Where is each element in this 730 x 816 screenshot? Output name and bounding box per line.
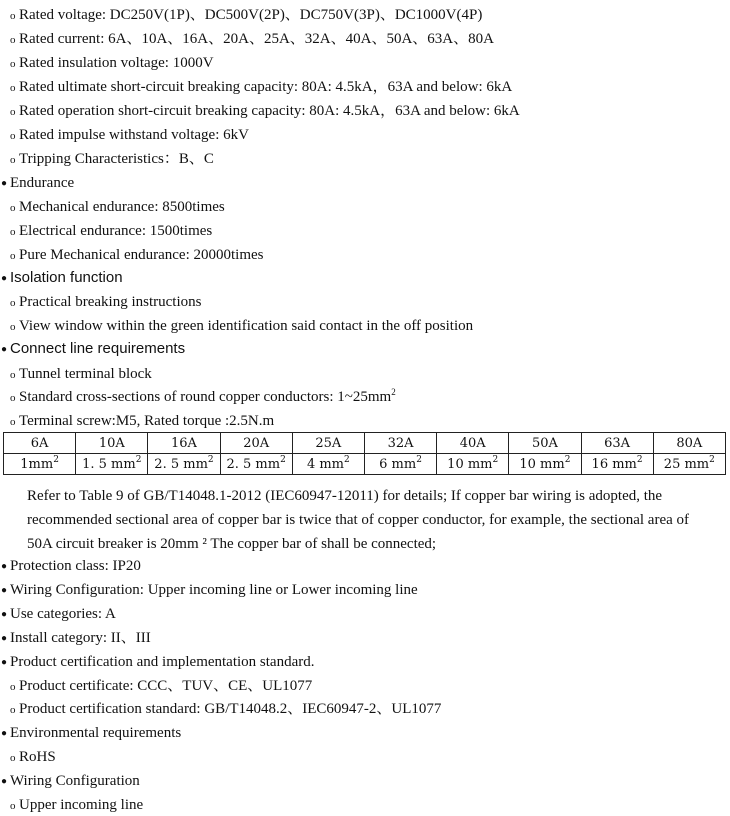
bullet-icon: ●: [1, 344, 8, 355]
circle-bullet-icon: o: [10, 704, 16, 716]
circle-bullet-icon: o: [10, 226, 16, 238]
spec-item: [10, 29, 494, 50]
bullet-icon: ●: [1, 561, 8, 572]
spec-text: Wiring Configuration: Upper incoming line or Lower incoming line: [10, 582, 418, 598]
superscript: 2: [709, 454, 715, 465]
bullet-icon: ●: [1, 776, 8, 787]
spec-item: [10, 5, 482, 26]
spec-text: Isolation function: [10, 269, 123, 286]
table-row-current: [4, 433, 726, 454]
superscript: 2: [53, 454, 59, 465]
table-cell-section: [653, 454, 725, 475]
spec-text: Tripping Characteristics：B、C: [19, 151, 214, 167]
table-row-section: [4, 454, 726, 475]
bullet-icon: ●: [1, 178, 8, 189]
superscript: 2: [135, 454, 142, 465]
table-cell-section: [581, 454, 653, 475]
spec-text: Rated voltage: DC250V(1P)、DC500V(2P)、DC750V(3P)、DC1000V(4P): [19, 7, 483, 23]
section-value: 16 mm: [591, 456, 637, 472]
spec-item: [10, 795, 143, 816]
spec-item: [10, 53, 214, 74]
bullet-icon: ●: [1, 633, 8, 644]
spec-text: Rated operation short-circuit breaking capacity: 80A: 4.5kA，63A and below: 6kA: [19, 103, 520, 119]
spec-item: [10, 125, 249, 146]
superscript: 2: [416, 454, 422, 465]
superscript: 2: [636, 454, 643, 465]
table-cell-section: [4, 454, 76, 475]
bullet-icon: ●: [1, 609, 8, 620]
spec-item: [10, 245, 264, 266]
spec-item: [10, 101, 520, 122]
spec-item: [10, 411, 274, 432]
circle-bullet-icon: o: [10, 681, 16, 693]
table-cell-section: [292, 454, 364, 475]
spec-text: Environmental requirements: [10, 725, 182, 741]
circle-bullet-icon: o: [10, 800, 16, 812]
copper-bar-note: Refer to Table 9 of GB/T14048.1-2012 (IEC60947-12011) for details; If copper bar wiring is adopted, the recommended sectional area of copper bar is twice that of copper conductor, for example, the sectional area of 50A circuit breaker is 20mm ² The copper bar of shall be connected;: [27, 488, 690, 552]
section-heading: [1, 652, 315, 673]
table-cell-current: 25A: [292, 433, 364, 454]
section-heading: [1, 339, 185, 360]
table-cell-section: [148, 454, 220, 475]
bullet-icon: ●: [1, 728, 8, 739]
circle-bullet-icon: o: [10, 202, 16, 214]
spec-item: [10, 77, 512, 98]
spec-text: Rated insulation voltage: 1000V: [19, 55, 214, 71]
spec-text: Practical breaking instructions: [19, 294, 202, 310]
bullet-icon: ●: [1, 273, 8, 284]
spec-item: [10, 221, 212, 242]
superscript: 2: [564, 454, 571, 465]
section-heading: [1, 580, 418, 601]
table-cell-section: [364, 454, 436, 475]
spec-item: [10, 292, 201, 313]
circle-bullet-icon: o: [10, 416, 16, 428]
table-cell-section: [76, 454, 148, 475]
spec-item: [10, 149, 214, 170]
section-heading: [1, 556, 141, 577]
spec-text: Product certification standard: GB/T14048.2、IEC60947-2、UL1077: [19, 701, 442, 717]
table-cell-section: [509, 454, 581, 475]
section-value: 10 mm: [519, 456, 565, 472]
superscript: 2: [391, 387, 396, 397]
spec-item: [10, 316, 473, 337]
bullet-icon: ●: [1, 657, 8, 668]
spec-text: Mechanical endurance: 8500times: [19, 199, 225, 215]
circle-bullet-icon: o: [10, 321, 16, 333]
spec-text: Product certification and implementation standard.: [10, 654, 315, 670]
spec-text: Install category: II、III: [10, 630, 151, 646]
spec-item: [10, 676, 312, 697]
section-heading: [1, 628, 151, 649]
spec-item: [10, 197, 225, 218]
spec-text: Rated current: 6A、10A、16A、20A、25A、32A、40A、50A、63A、80A: [19, 31, 494, 47]
section-value: 6 mm: [379, 456, 417, 472]
circle-bullet-icon: o: [10, 250, 16, 262]
spec-text: Rated impulse withstand voltage: 6kV: [19, 127, 249, 143]
table-cell-section: [220, 454, 292, 475]
table-cell-current: 40A: [437, 433, 509, 454]
circle-bullet-icon: o: [10, 392, 16, 404]
circle-bullet-icon: o: [10, 752, 16, 764]
table-cell-current: 20A: [220, 433, 292, 454]
superscript: 2: [280, 454, 286, 465]
superscript: 2: [207, 454, 214, 465]
spec-text: Endurance: [10, 175, 75, 191]
superscript: 2: [344, 454, 350, 465]
spec-item: [10, 747, 56, 768]
table-cell-section: [437, 454, 509, 475]
spec-text: Electrical endurance: 1500times: [19, 223, 213, 239]
section-value: 25 mm: [663, 456, 710, 472]
bullet-icon: ●: [1, 585, 8, 596]
spec-text: Tunnel terminal block: [19, 366, 152, 382]
spec-text: Rated ultimate short-circuit breaking capacity: 80A: 4.5kA，63A and below: 6kA: [19, 79, 513, 95]
circle-bullet-icon: o: [10, 82, 16, 94]
section-heading: [1, 771, 140, 792]
spec-text: Connect line requirements: [10, 340, 186, 357]
circle-bullet-icon: o: [10, 297, 16, 309]
spec-text: Terminal screw:M5, Rated torque :2.5N.m: [19, 413, 275, 429]
section-heading: [1, 723, 181, 744]
section-value: 1mm: [20, 456, 54, 472]
section-value: 2. 5 mm: [154, 456, 208, 472]
circle-bullet-icon: o: [10, 58, 16, 70]
table-cell-current: 16A: [148, 433, 220, 454]
section-value: 1. 5 mm: [82, 456, 136, 472]
spec-text: Upper incoming line: [19, 797, 144, 813]
table-cell-current: 80A: [653, 433, 725, 454]
table-cell-current: 63A: [581, 433, 653, 454]
circle-bullet-icon: o: [10, 10, 16, 22]
table-cell-current: 6A: [4, 433, 76, 454]
spec-item: [10, 699, 441, 720]
spec-text: Standard cross-sections of round copper conductors: 1~25mm: [19, 389, 392, 405]
spec-text: RoHS: [19, 749, 56, 765]
spec-text: View window within the green identification said contact in the off position: [19, 318, 474, 334]
spec-text: Wiring Configuration: [10, 773, 140, 789]
spec-text: Product certificate: CCC、TUV、CE、UL1077: [19, 678, 313, 694]
section-heading: [1, 173, 74, 194]
spec-text: Pure Mechanical endurance: 20000times: [19, 247, 264, 263]
spec-text: Use categories: A: [10, 606, 116, 622]
section-value: 4 mm: [306, 456, 344, 472]
section-value: 10 mm: [447, 456, 493, 472]
table-cell-current: 32A: [364, 433, 436, 454]
spec-text: Protection class: IP20: [10, 558, 141, 574]
table-cell-current: 50A: [509, 433, 581, 454]
section-value: 2. 5 mm: [226, 456, 281, 472]
circle-bullet-icon: o: [10, 130, 16, 142]
spec-item: [10, 364, 152, 385]
table-cell-current: 10A: [76, 433, 148, 454]
circle-bullet-icon: o: [10, 106, 16, 118]
section-heading: [1, 604, 116, 625]
circle-bullet-icon: o: [10, 369, 16, 381]
circle-bullet-icon: o: [10, 34, 16, 46]
superscript: 2: [492, 454, 499, 465]
conductor-section-table: [3, 432, 726, 475]
spec-item: [10, 387, 396, 408]
section-heading: [1, 268, 123, 289]
circle-bullet-icon: o: [10, 154, 16, 166]
